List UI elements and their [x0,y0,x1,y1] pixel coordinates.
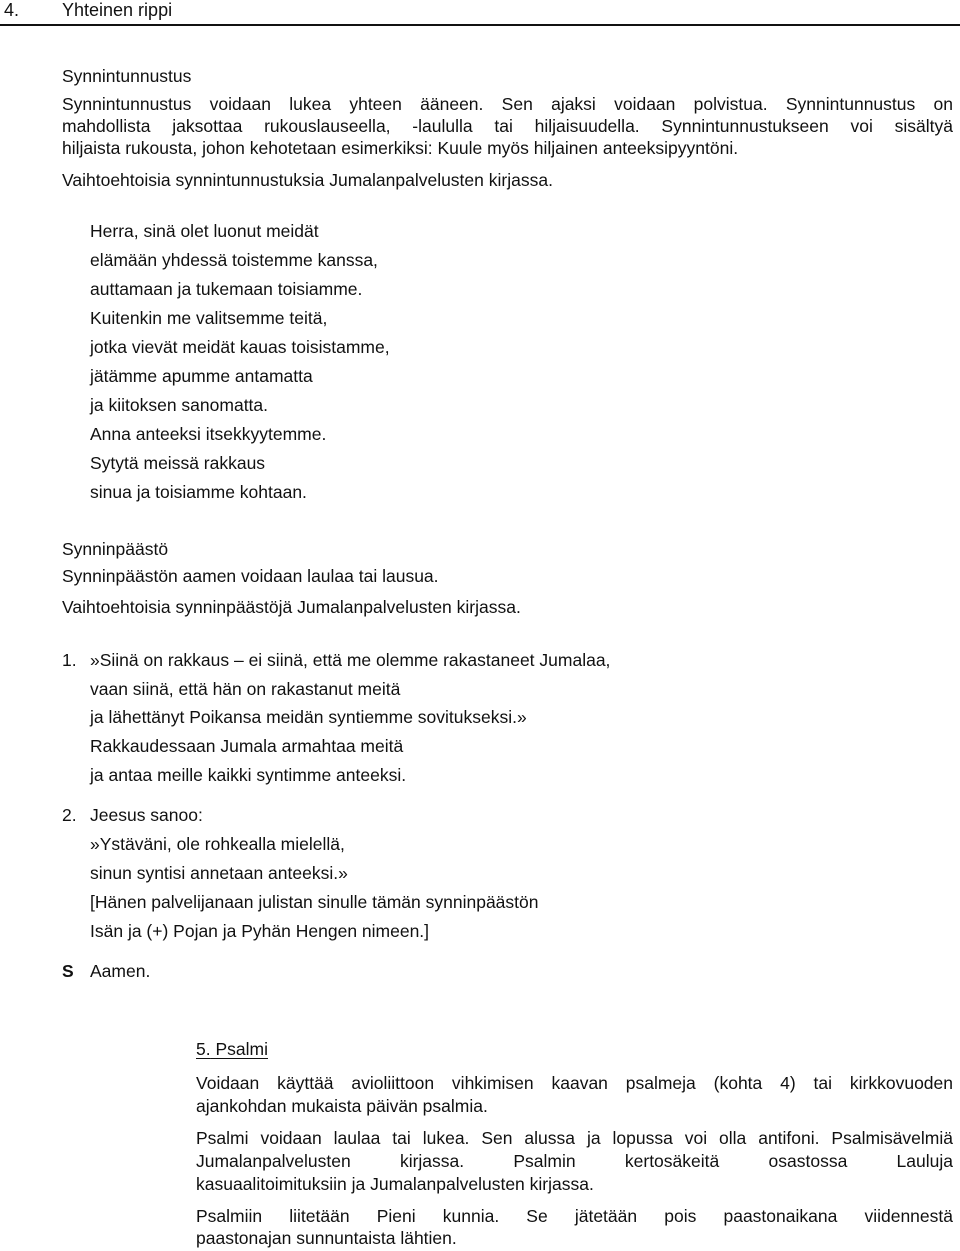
psalm-para1-line-1: Voidaan käyttää avioliittoon vihkimisen kaavan psalmeja (kohta 4) tai kirkkovuoden [196,1073,953,1093]
psalm-para2-line-1: Psalmi voidaan laulaa tai lukea. Sen alussa ja lopussa voi olla antifoni. Psalmisävelmiä [196,1128,953,1148]
psalm-para3-line-1: Psalmiin liitetään Pieni kunnia. Se jätetään pois paastonaikana viidennestä [196,1206,953,1226]
option-line: »Siinä on rakkaus – ei siinä, että me olemme rakastaneet Jumalaa, [90,650,611,670]
psalm-heading [196,1039,268,1060]
absolution-heading: Synninpäästö [62,539,169,559]
prayer-line: sinua ja toisiamme kohtaan. [90,482,307,502]
prayer-line: elämään yhdessä toistemme kanssa, [90,250,378,270]
response-text: Aamen. [90,961,151,981]
psalm-title: Psalmi [215,1039,268,1059]
psalm-para2-line-2: Jumalanpalvelusten kirjassa. Psalmin kertosäkeitä osastossa Lauluja [196,1151,953,1171]
prayer-line: ja kiitoksen sanomatta. [90,395,269,415]
psalm-para1-line-2: ajankohdan mukaista päivän psalmia. [196,1096,488,1116]
prayer-line: jätämme apumme antamatta [90,366,313,386]
option-number: 1. [62,650,77,670]
option-line: [Hänen palvelijanaan julistan sinulle tämän synninpäästön [90,892,539,912]
confession-intro-line-1: Synnintunnustus voidaan lukea yhteen ääneen. Sen ajaksi voidaan polvistua. Synnintunnustus on [62,94,953,114]
prayer-line: Herra, sinä olet luonut meidät [90,221,319,241]
response-marker: S [62,961,74,981]
confession-intro-line-3: hiljaista rukousta, johon kehotetaan esimerkiksi: Kuule myös hiljainen anteeksipyyntöni. [62,138,739,158]
option-line: sinun syntisi annetaan anteeksi.» [90,863,348,883]
option-line: ja antaa meille kaikki syntimme anteeksi. [90,765,407,785]
option-line: Isän ja (+) Pojan ja Pyhän Hengen nimeen.] [90,921,430,941]
prayer-line: Anna anteeksi itsekkyytemme. [90,424,327,444]
option-line: Rakkaudessaan Jumala armahtaa meitä [90,736,404,756]
section-number: 4. [4,0,20,20]
absolution-note: Synninpäästön aamen voidaan laulaa tai lausua. [62,566,439,586]
prayer-line: Kuitenkin me valitsemme teitä, [90,308,328,328]
confession-intro-line-2: mahdollista jaksottaa rukouslauseella, -laululla tai hiljaisuudella. Synnintunnustukseen voi sisältyä [62,116,953,136]
psalm-para2-line-3: kasuaalitoimituksiin ja Jumalanpalvelusten kirjassa. [196,1174,594,1194]
option-line: »Ystäväni, ole rohkealla mielellä, [90,834,345,854]
option-line: vaan siinä, että hän on rakastanut meitä [90,679,401,699]
confession-heading: Synnintunnustus [62,66,192,86]
option-line: ja lähettänyt Poikansa meidän syntiemme sovitukseksi.» [90,707,527,727]
option-line: Jeesus sanoo: [90,805,203,825]
prayer-line: jotka vievät meidät kauas toisistamme, [90,337,390,357]
psalm-number: 5. [196,1039,211,1059]
heading-divider [0,24,960,26]
absolution-alternatives: Vaihtoehtoisia synninpäästöjä Jumalanpalvelusten kirjassa. [62,597,521,617]
prayer-line: Sytytä meissä rakkaus [90,453,266,473]
prayer-line: auttamaan ja tukemaan toisiamme. [90,279,363,299]
section-title: Yhteinen rippi [62,0,173,20]
option-number: 2. [62,805,77,825]
confession-alternatives: Vaihtoehtoisia synnintunnustuksia Jumalanpalvelusten kirjassa. [62,170,553,190]
psalm-para3-line-2: paastonajan sunnuntaista lähtien. [196,1228,457,1248]
